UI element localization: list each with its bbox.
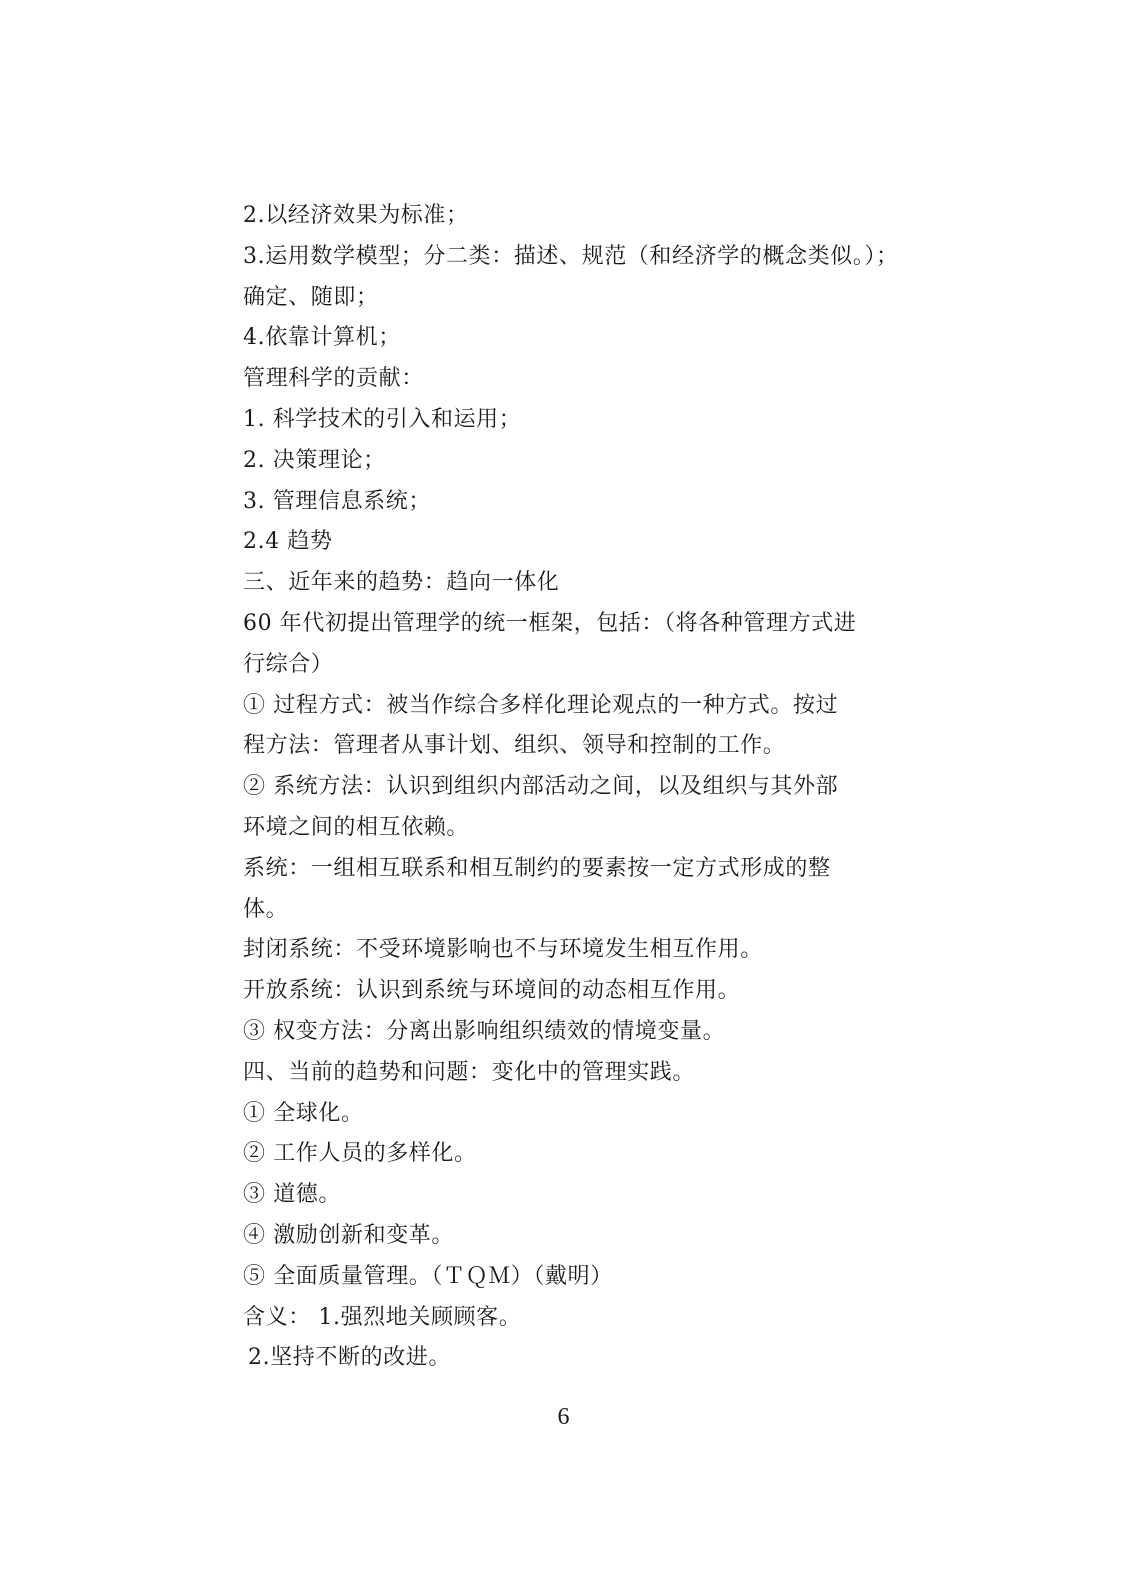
- text-line-20: 开放系统：认识到系统与环境间的动态相互作用。: [243, 978, 741, 1004]
- list-item-4: ④ 激励创新和变革。: [243, 1222, 454, 1248]
- text-line-6: 1. 科学技术的引入和运用；: [243, 406, 522, 432]
- text-line-3: 确定、随即；: [243, 284, 379, 310]
- section-heading-2-4: 2.4 趋势: [243, 529, 333, 555]
- text-line-11: 60 年代初提出管理学的统一框架，包括：（将各种管理方式进: [243, 610, 857, 636]
- text-line-21: ③ 权变方法：分离出影响组织绩效的情境变量。: [243, 1018, 726, 1044]
- text-line-13: ① 过程方式：被当作综合多样化理论观点的一种方式。按过: [243, 692, 839, 718]
- section-heading-4: 四、当前的趋势和问题：变化中的管理实践。: [243, 1059, 696, 1085]
- text-line-18: 体。: [243, 896, 289, 922]
- list-item-1: ① 全球化。: [243, 1100, 364, 1126]
- text-line-19: 封闭系统：不受环境影响也不与环境发生相互作用。: [243, 937, 763, 963]
- section-heading-3: 三、近年来的趋势：趋向一体化: [243, 570, 560, 596]
- text-line-17: 系统：一组相互联系和相互制约的要素按一定方式形成的整: [243, 855, 831, 881]
- text-line-12: 行综合）: [243, 651, 334, 677]
- page-number: 6: [557, 1404, 570, 1430]
- list-item-2: ② 工作人员的多样化。: [243, 1141, 477, 1167]
- list-item-3: ③ 道德。: [243, 1182, 341, 1208]
- body-text: [243, 196, 899, 1379]
- list-item-5: ⑤ 全面质量管理。（ＴＱＭ）（戴明）: [243, 1263, 613, 1289]
- text-line-1: 2.以经济效果为标准；: [243, 203, 469, 228]
- text-line-4: 4.依靠计算机；: [243, 325, 401, 351]
- text-line-5: 管理科学的贡献：: [243, 366, 424, 392]
- text-line-28: 含义： 1.强烈地关顾顾客。: [243, 1304, 522, 1330]
- text-line-29: 2.坚持不断的改进。: [248, 1345, 451, 1371]
- text-line-7: 2. 决策理论；: [243, 447, 386, 473]
- text-line-8: 3. 管理信息系统；: [243, 488, 431, 514]
- text-line-15: ② 系统方法：认识到组织内部活动之间，以及组织与其外部: [243, 774, 839, 800]
- text-line-16: 环境之间的相互依赖。: [243, 814, 470, 840]
- text-line-2: 3.运用数学模型；分二类：描述、规范（和经济学的概念类似。）；: [243, 243, 899, 269]
- text-line-14: 程方法：管理者从事计划、组织、领导和控制的工作。: [243, 733, 786, 759]
